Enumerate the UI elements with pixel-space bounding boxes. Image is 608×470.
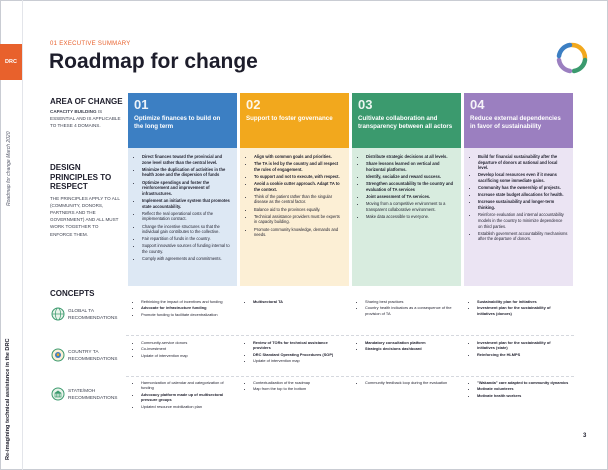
concept-item: • Review of TORs for technical assistance providers xyxy=(253,340,345,351)
principle-item: • Increase state budget allocations for health. xyxy=(478,192,568,198)
design-principles-label: DESIGN PRINCIPLES TO RESPECT xyxy=(50,163,112,192)
concept-item: • Community-service donors xyxy=(141,340,233,345)
concept-item: • Sharing best practices xyxy=(365,299,457,304)
principle-item: • Distribute strategic decisions at all levels. xyxy=(366,154,456,160)
concept-item: • DRC Standard Operating Procedures (SOP) xyxy=(253,352,345,357)
concept-item: • "Wakanda" care adapted to community dynamics xyxy=(477,380,569,385)
concept-list xyxy=(472,340,569,357)
concept-list xyxy=(136,340,233,358)
principles-list xyxy=(249,154,344,238)
area-of-change-note-bold: CAPACITY BUILDING xyxy=(50,109,97,114)
principle-item: • Reinforce evaluation and internal accountability models in the country to minimize dependence on third parties. xyxy=(478,212,568,229)
column-number: 04 xyxy=(470,97,485,112)
concepts-label: CONCEPTS xyxy=(50,289,95,298)
column-header-2 xyxy=(240,93,349,148)
principle-item: • Share lessons learned on vertical and horizontal platforms. xyxy=(366,161,456,172)
column-number: 01 xyxy=(134,97,149,112)
principles-list xyxy=(137,154,232,262)
concept-cell xyxy=(464,336,573,375)
concept-item: • Map from the top to the bottom xyxy=(253,386,345,391)
principle-item: • Implement an initiative system that promotes state accountability. xyxy=(142,198,232,209)
concept-row-label-state: STATE/MOH RECOMMENDATIONS xyxy=(68,389,118,402)
principle-item: • Avoid a cookie cutter approach. Adapt TA to the context. xyxy=(254,181,344,192)
column-concepts-2 xyxy=(240,295,349,435)
column-heading: Reduce external dependencies in favor of sustainability xyxy=(470,115,561,130)
principle-item: • Comply with agreements and commitments. xyxy=(142,256,232,262)
concept-list xyxy=(136,380,233,409)
principle-item: • Minimize the duplication of activities in the health zone and the dispersion of funds xyxy=(142,167,232,178)
concept-item: • Strategic decisions dashboard xyxy=(365,346,457,351)
flag-circle-icon xyxy=(51,348,65,362)
principle-item: • Technical assistance providers must be experts in capacity building. xyxy=(254,214,344,225)
concept-item: • Update of intervention map xyxy=(141,353,233,358)
concept-item: • Reinforcing the HLMPS xyxy=(477,352,569,357)
concept-item: • Sustainability plan for initiatives xyxy=(477,299,569,304)
principle-item: • Establish government accountability mechanisms after the departure of donors. xyxy=(478,231,568,242)
principle-item: • Optimize spendings and foster the reinforcement and improvement of infrastructures. xyxy=(142,180,232,197)
principle-item: • The TA is led by the country and all respect the rules of engagement. xyxy=(254,161,344,172)
concept-item: • Advocacy platform made up of multisectoral pressure groups xyxy=(141,392,233,403)
principle-item: • Build for financial sustainability after the departure of donors at national and local level. xyxy=(478,154,568,171)
column-principles-3 xyxy=(352,148,461,286)
concept-cell xyxy=(128,295,237,335)
column-principles-1 xyxy=(128,148,237,286)
principle-item: • Fair repartition of funds in the country. xyxy=(142,236,232,242)
column-principles-2 xyxy=(240,148,349,286)
principle-item: • Support innovative sources of funding internal to the country. xyxy=(142,243,232,254)
principle-item: • Direct finances toward the provincial and zone level rather than the central level. xyxy=(142,154,232,165)
concept-cell xyxy=(464,295,573,335)
concept-item: • Update of intervention map xyxy=(253,358,345,363)
column-principles-4 xyxy=(464,148,573,286)
principle-item: • Think of the patient rather than the singular disease as the central factor. xyxy=(254,194,344,205)
concept-list xyxy=(360,380,457,385)
column-concepts-4 xyxy=(464,295,573,435)
concept-list xyxy=(360,340,457,352)
principle-item: • Joint assessment of TA services. xyxy=(366,194,456,200)
concept-item: • Country health indicators as a consequence of the provision of TA xyxy=(365,305,457,316)
column-concepts-3 xyxy=(352,295,461,435)
principle-item: • Make data accessible to everyone. xyxy=(366,214,456,220)
concept-list xyxy=(248,299,345,304)
principle-item: • To support and not to execute, with respect. xyxy=(254,174,344,180)
concept-item: • Rethinking the impact of incentives and funding xyxy=(141,299,233,304)
concept-item: • Multisectoral TA xyxy=(253,299,345,304)
principles-list xyxy=(361,154,456,219)
principle-item: • Change the incentive structures so that the individual gain contributes to the collective. xyxy=(142,224,232,235)
concept-list xyxy=(472,380,569,398)
principle-item: • Develop local resources even if it means sacrificing some immediate gains. xyxy=(478,172,568,183)
concept-cell xyxy=(464,376,573,418)
principle-item: • Moving from a competitive environment to a transparent collaborative environment. xyxy=(366,201,456,212)
principle-item: • Balance aid to the provinces equally. xyxy=(254,207,344,213)
concept-cell xyxy=(352,336,461,375)
column-heading: Support to foster governance xyxy=(246,115,333,122)
concept-item: • Community feedback loop during the evaluation xyxy=(365,380,457,385)
concept-list xyxy=(248,340,345,364)
page-number: 3 xyxy=(583,433,587,439)
section-kicker: 01 EXECUTIVE SUMMARY xyxy=(50,41,131,47)
concept-cell xyxy=(352,376,461,418)
column-number: 03 xyxy=(358,97,373,112)
concept-list xyxy=(360,299,457,316)
principle-item: • Promote community knowledge, demands and needs. xyxy=(254,227,344,238)
ring-logo-icon xyxy=(556,42,588,74)
concept-cell xyxy=(240,295,349,335)
principle-item: • Reflect the real operational costs of the implementation contract. xyxy=(142,211,232,222)
concept-row-label-global: GLOBAL TA RECOMMENDATIONS xyxy=(68,309,118,322)
concept-item: • Advocate for infrastructure funding xyxy=(141,305,233,310)
concept-item: • Updated resource mobilization plan xyxy=(141,404,233,409)
column-number: 02 xyxy=(246,97,261,112)
side-caption-top: Roadmap for change March 2020 xyxy=(6,131,12,206)
concept-item: • Co-investment xyxy=(141,346,233,351)
column-heading: Optimize finances to build on the long term xyxy=(134,115,221,130)
concept-item: • Motivate health workers xyxy=(477,393,569,398)
side-caption-bottom: Re-imagining technical assistance in the DRC xyxy=(5,338,11,460)
concept-item: • Motivate volunteers xyxy=(477,386,569,391)
concept-item: • Promote funding to facilitate decentralization xyxy=(141,312,233,317)
principles-list xyxy=(473,154,568,242)
column-header-3 xyxy=(352,93,461,148)
principle-item: • Strengthen accountability to the country and evaluation of TA services xyxy=(366,181,456,192)
concept-item: • Contextualization of the roadmap xyxy=(253,380,345,385)
column-heading: Cultivate collaboration and transparency between all actors xyxy=(358,115,453,130)
column-header-4 xyxy=(464,93,573,148)
globe-icon xyxy=(51,307,65,321)
concept-item: • Mandatory consultation platform xyxy=(365,340,457,345)
concept-item: • Investment plan for the sustainability of initiatives (donors) xyxy=(477,305,569,316)
concept-row-label-country: COUNTRY TA RECOMMENDATIONS xyxy=(68,350,118,363)
concept-item: • Harmonization of calendar and categorization of funding xyxy=(141,380,233,391)
design-principles-note: THE PRINCIPLES APPLY TO ALL (COMMUNITY, DONORS, PARTNERS AND THE GOVERNMENT) AND ALL MUST WORK TOGETHER TO ENFORCE THEM. xyxy=(50,196,120,237)
concept-cell xyxy=(240,376,349,418)
principle-item: • Increase sustainability and longer-term thinking. xyxy=(478,199,568,210)
column-header-1 xyxy=(128,93,237,148)
concept-cell xyxy=(128,336,237,375)
concept-list xyxy=(472,299,569,316)
concept-cell xyxy=(352,295,461,335)
area-of-change-note xyxy=(50,108,122,129)
concept-item: • Investment plan for the sustainability of initiatives (state) xyxy=(477,340,569,351)
column-concepts-1 xyxy=(128,295,237,435)
page-title: Roadmap for change xyxy=(49,50,258,73)
area-of-change-note-text: IS ESSENTIAL AND IS APPLICABLE TO THESE 4 DOMAINS. xyxy=(50,109,121,129)
drc-tab: DRC xyxy=(0,44,22,80)
building-icon xyxy=(51,387,65,401)
principle-item: • Identify, socialize and reward success. xyxy=(366,174,456,180)
concept-list xyxy=(136,299,233,317)
principle-item: • Community has the ownership of projects. xyxy=(478,185,568,191)
principle-item: • Align with common goals and priorities. xyxy=(254,154,344,160)
concept-list xyxy=(248,380,345,392)
concept-cell xyxy=(240,336,349,375)
concept-cell xyxy=(128,376,237,418)
area-of-change-label: AREA OF CHANGE xyxy=(50,97,123,106)
